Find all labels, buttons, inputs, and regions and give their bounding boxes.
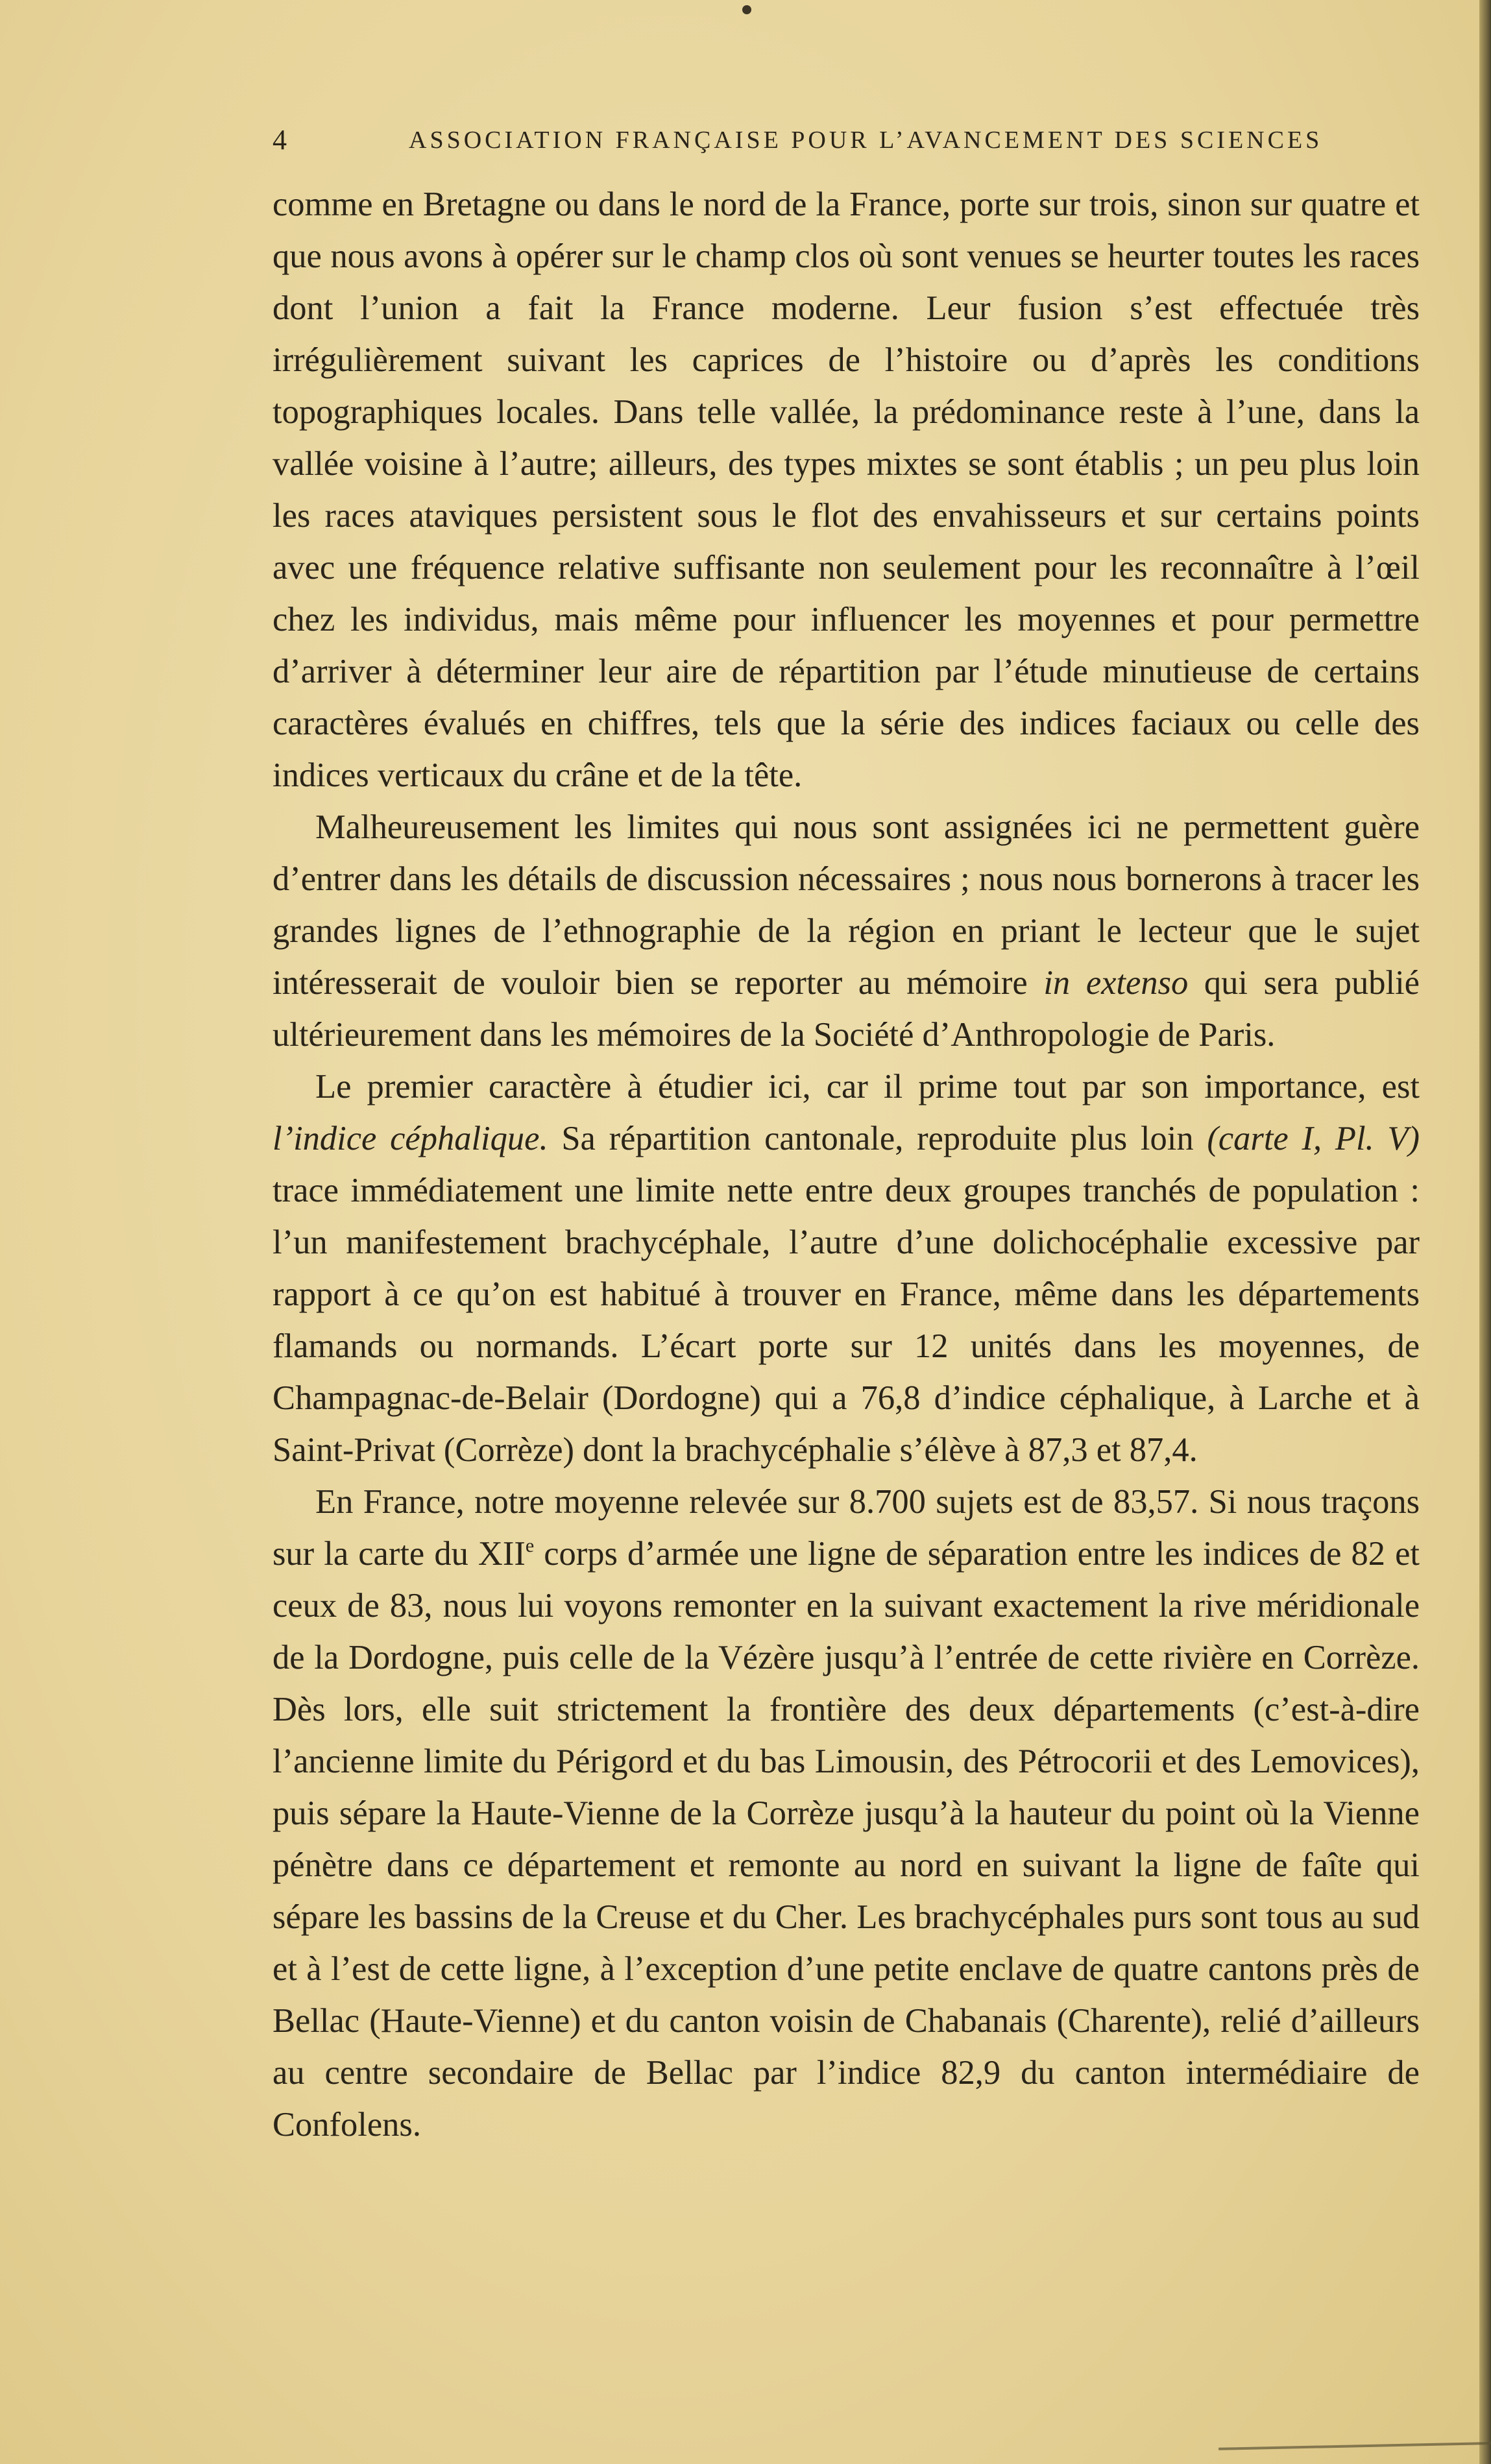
paragraph-2-text-b: qui sera publié ultérieurement dans les mémoires de la Société d’Anthropologie de Paris. — [273, 964, 1420, 1054]
page-number: 4 — [273, 124, 287, 156]
paragraph-2-italic: in extenso — [1043, 964, 1189, 1002]
paragraph-4 — [273, 1476, 1420, 2151]
paragraph-1-text: comme en Bretagne ou dans le nord de la France, porte sur trois, sinon sur quatre et que nous avons à opérer sur le champ clos où sont venues se heurter toutes les races dont l’union a fait la France moderne. Leur fusion s’est effectuée très irrégulièrement suivant les caprices de l’histoire ou d’après les conditions topographiques locales. Dans telle vallée, la prédominance reste à l’une, dans la vallée voisine à l’autre; ailleurs, des types mixtes se sont établis ; un peu plus loin les races ataviques persistent sous le flot des envahisseurs et sur certains points avec une fréquence relative suffisante non seulement pour les reconnaître à l’œil chez les individus, mais même pour influencer les moyennes et pour permettre d’arriver à déterminer leur aire de répartition par l’étude minutieuse de certains caractères évalués en chiffres, tels que la série des indices faciaux ou celle des indices verticaux du crâne et de la tête. — [273, 186, 1420, 794]
page-header — [273, 123, 1473, 162]
paragraph-3-text-c: trace immédiatement une limite nette entre deux groupes tranchés de population : l’un manifestement brachycéphale, l’autre d’une dolichocéphalie excessive par rapport à ce qu’on est habitué à trouver en France, même dans les départements flamands ou normands. L’écart porte sur 12 unités dans les moyennes, de Champagnac-de-Belair (Dordogne) qui a 76,8 d’indice céphalique, à Larche et à Saint-Privat (Corrèze) dont la brachycéphalie s’élève à 87,3 et 87,4. — [273, 1172, 1420, 1469]
paragraph-3-italic-term: l’indice céphalique. — [273, 1120, 548, 1157]
paragraph-1 — [273, 178, 1420, 801]
body-text — [273, 178, 1420, 2151]
paragraph-4-text-a: En France, notre moyenne relevée sur 8.700 sujets est de 83,57. Si nous traçons sur la carte du XII — [273, 1483, 1420, 1573]
paragraph-3-text-a: Le premier caractère à étudier ici, car il prime tout par son importance, est — [315, 1068, 1420, 1105]
paragraph-4-superscript: e — [525, 1535, 535, 1556]
paragraph-4-text-b: corps d’armée une ligne de séparation entre les indices de 82 et ceux de 83, nous lui voyons remonter en la suivant exactement la rive méridionale de la Dordogne, puis celle de la Vézère jusqu’à l’entrée de cette rivière en Corrèze. Dès lors, elle suit strictement la frontière des deux départements (c’est-à-dire l’ancienne limite du Périgord et du bas Limousin, des Pétrocorii et des Lemovices), puis sépare la Haute-Vienne de la Corrèze jusqu’à la hauteur du point où la Vienne pénètre dans ce département et remonte au nord en suivant la ligne de faîte qui sépare les bassins de la Creuse et du Cher. Les brachycéphales purs sont tous au sud et à l’est de cette ligne, à l’exception d’une petite enclave de quatre cantons près de Bellac (Haute-Vienne) et du canton voisin de Chabanais (Charente), relié d’ailleurs au centre secondaire de Bellac par l’indice 82,9 du canton intermédiaire de Confolens. — [273, 1535, 1420, 2144]
paragraph-2 — [273, 801, 1420, 1061]
paragraph-2-text-a: Malheureusement les limites qui nous sont assignées ici ne permettent guère d’entrer dans les détails de discussion nécessaires ; nous nous bornerons à tracer les grandes lignes de l’ethnographie de la région en priant le lecteur que le sujet intéresserait de vouloir bien se reporter au mémoire — [273, 808, 1420, 1002]
running-title: ASSOCIATION FRANÇAISE POUR L’AVANCEMENT DES SCIENCES — [409, 127, 1323, 154]
ink-spot — [742, 5, 751, 14]
paragraph-3-map-reference: (carte I, Pl. V) — [1207, 1120, 1420, 1157]
paragraph-3 — [273, 1061, 1420, 1476]
page-edge-shadow — [1479, 0, 1491, 2464]
paragraph-3-text-b: Sa répartition cantonale, reproduite plus loin — [548, 1120, 1207, 1157]
